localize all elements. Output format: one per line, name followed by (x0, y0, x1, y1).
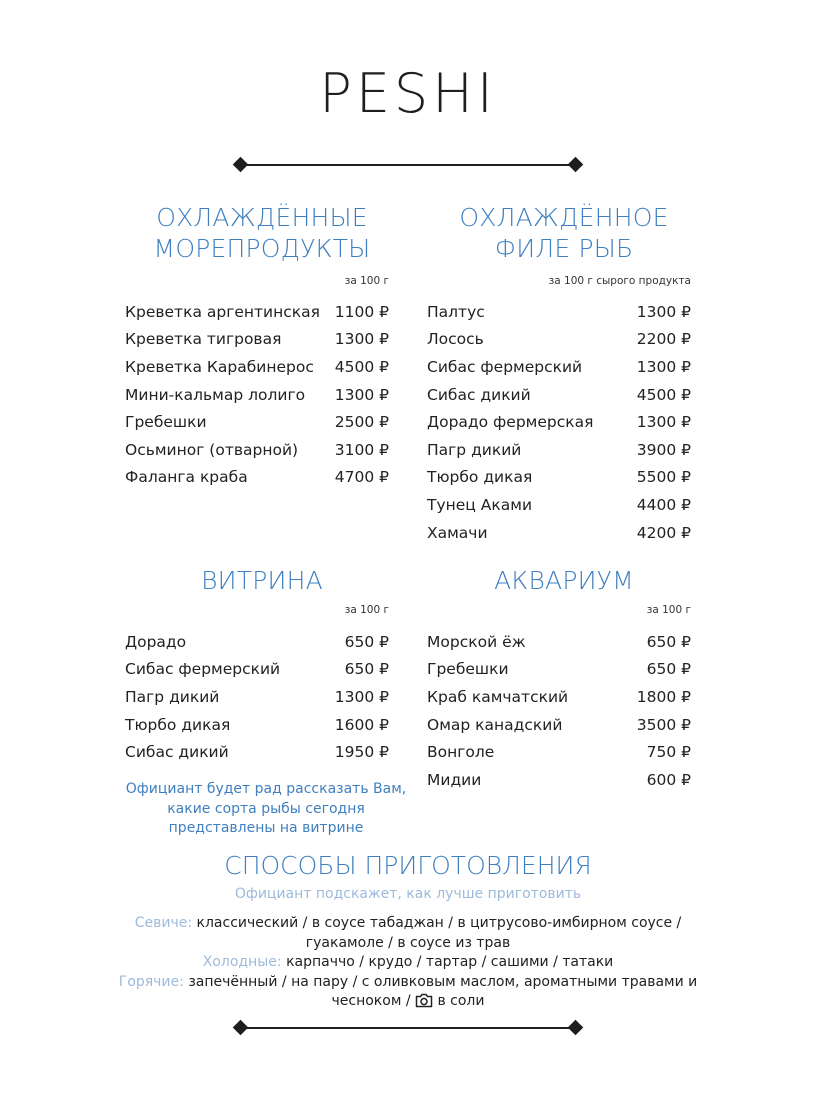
item-price: 3900 ₽ (636, 440, 691, 459)
item-name: Фаланга краба (125, 468, 248, 487)
item-price: 650 ₽ (344, 660, 389, 679)
unit-label: за 100 г (344, 275, 389, 287)
item-name: Сибас фермерский (427, 357, 583, 376)
menu-item (125, 628, 389, 656)
menu-item (427, 766, 691, 794)
item-price: 1300 ₽ (334, 330, 389, 349)
menu-item (427, 408, 691, 436)
divider-bottom (233, 1020, 583, 1036)
divider-top (233, 157, 583, 173)
item-name: Креветка аргентинская (125, 302, 320, 321)
method-label: Севиче: (134, 915, 193, 931)
diamond-icon (568, 157, 584, 173)
item-name: Осьминог (отварной) (125, 440, 299, 459)
diamond-icon (233, 1020, 249, 1036)
item-price: 600 ₽ (646, 770, 691, 789)
item-name: Креветка тигровая (125, 330, 282, 349)
item-name: Креветка Карабинерос (125, 357, 314, 376)
menu-item (427, 491, 691, 519)
diamond-icon (568, 1020, 584, 1036)
section-title-aquarium: АКВАРИУМ (494, 566, 634, 595)
item-price: 1300 ₽ (334, 385, 389, 404)
menu-item (427, 436, 691, 464)
item-price: 1950 ₽ (334, 743, 389, 762)
menu-item (125, 738, 389, 766)
item-price: 1300 ₽ (636, 357, 691, 376)
camera-icon (415, 993, 433, 1015)
method-ceviche (108, 914, 708, 953)
menu-item (427, 353, 691, 381)
menu-item (427, 381, 691, 409)
item-price: 4200 ₽ (636, 523, 691, 542)
item-price: 650 ₽ (646, 632, 691, 651)
item-price: 3500 ₽ (636, 715, 691, 734)
menu-list-showcase (125, 628, 389, 766)
item-name: Тюрбо дикая (427, 468, 533, 487)
menu-item (427, 628, 691, 656)
menu-item (125, 326, 389, 354)
methods-body (108, 914, 708, 1015)
item-name: Сибас дикий (125, 743, 229, 762)
menu-item (427, 326, 691, 354)
section-title-chilled-seafood: ОХЛАЖДЁННЫЕ МОРЕПРОДУКТЫ (153, 203, 371, 263)
item-price: 750 ₽ (646, 743, 691, 762)
item-name: Морской ёж (427, 632, 526, 651)
item-price: 4500 ₽ (334, 357, 389, 376)
menu-list-aquarium (427, 628, 691, 794)
item-price: 650 ₽ (646, 660, 691, 679)
menu-item (427, 738, 691, 766)
item-price: 4700 ₽ (334, 468, 389, 487)
item-name: Палтус (427, 302, 485, 321)
menu-item (427, 519, 691, 547)
diamond-icon (233, 157, 249, 173)
item-name: Дорадо (125, 632, 187, 651)
menu-item (125, 464, 389, 492)
unit-label: за 100 г (344, 604, 389, 616)
unit-label: за 100 г сырого продукта (548, 275, 691, 287)
item-name: Хамачи (427, 523, 488, 542)
method-label: Горячие: (118, 973, 184, 990)
unit-label: за 100 г (646, 604, 691, 616)
item-name: Пагр дикий (427, 440, 522, 459)
item-name: Гребешки (427, 660, 509, 679)
item-name: Вонголе (427, 743, 495, 762)
menu-item (125, 436, 389, 464)
item-price: 1300 ₽ (636, 413, 691, 432)
method-text: карпаччо / крудо / тартар / сашими / татаки (286, 954, 614, 970)
item-name: Мидии (427, 770, 482, 789)
method-label: Холодные: (202, 954, 282, 970)
item-price: 650 ₽ (344, 632, 389, 651)
item-name: Тунец Аками (427, 495, 533, 514)
item-price: 3100 ₽ (334, 440, 389, 459)
item-price: 1600 ₽ (334, 715, 389, 734)
menu-list-chilled-seafood (125, 298, 389, 491)
menu-item (427, 298, 691, 326)
menu-item (125, 298, 389, 326)
method-text: запечённый / на пару / с оливковым маслом, ароматными травами и чесноком / (188, 973, 698, 1009)
method-text-end: в соли (437, 993, 485, 1009)
showcase-note: Официант будет рад рассказать Вам, какие сорта рыбы сегодня представлены на витрине (125, 781, 407, 836)
menu-item (125, 656, 389, 684)
item-price: 2200 ₽ (636, 330, 691, 349)
menu-item (427, 683, 691, 711)
methods-subtitle: Официант подскажет, как лучше приготовить (234, 886, 582, 902)
menu-item (427, 464, 691, 492)
item-name: Тюрбо дикая (125, 715, 231, 734)
item-name: Сибас фермерский (125, 660, 281, 679)
item-name: Лосось (427, 330, 484, 349)
item-name: Гребешки (125, 413, 207, 432)
item-name: Мини-кальмар лолиго (125, 385, 306, 404)
section-title-chilled-fillet: ОХЛАЖДЁННОЕ ФИЛЕ РЫБ (459, 203, 669, 263)
method-cold (108, 953, 708, 973)
method-hot (108, 973, 708, 1015)
item-price: 5500 ₽ (636, 468, 691, 487)
item-price: 4500 ₽ (636, 385, 691, 404)
item-name: Дорадо фермерская (427, 413, 594, 432)
item-name: Пагр дикий (125, 687, 220, 706)
item-name: Краб камчатский (427, 687, 569, 706)
item-price: 1100 ₽ (334, 302, 389, 321)
item-price: 1800 ₽ (636, 687, 691, 706)
section-title-showcase: ВИТРИНА (201, 566, 323, 595)
item-price: 1300 ₽ (334, 687, 389, 706)
menu-list-chilled-fillet (427, 298, 691, 546)
menu-item (125, 683, 389, 711)
item-name: Сибас дикий (427, 385, 531, 404)
logo: PESHI (319, 62, 497, 125)
method-text: классический / в соусе табаджан / в цитрусово-имбирном соусе / гуакамоле / в соусе из трав (196, 915, 682, 951)
menu-item (427, 656, 691, 684)
menu-item (125, 381, 389, 409)
menu-item (125, 353, 389, 381)
item-name: Омар канадский (427, 715, 563, 734)
menu-item (125, 408, 389, 436)
menu-item (125, 711, 389, 739)
item-price: 2500 ₽ (334, 413, 389, 432)
item-price: 1300 ₽ (636, 302, 691, 321)
methods-title: СПОСОБЫ ПРИГОТОВЛЕНИЯ (224, 851, 592, 880)
menu-item (427, 711, 691, 739)
item-price: 4400 ₽ (636, 495, 691, 514)
